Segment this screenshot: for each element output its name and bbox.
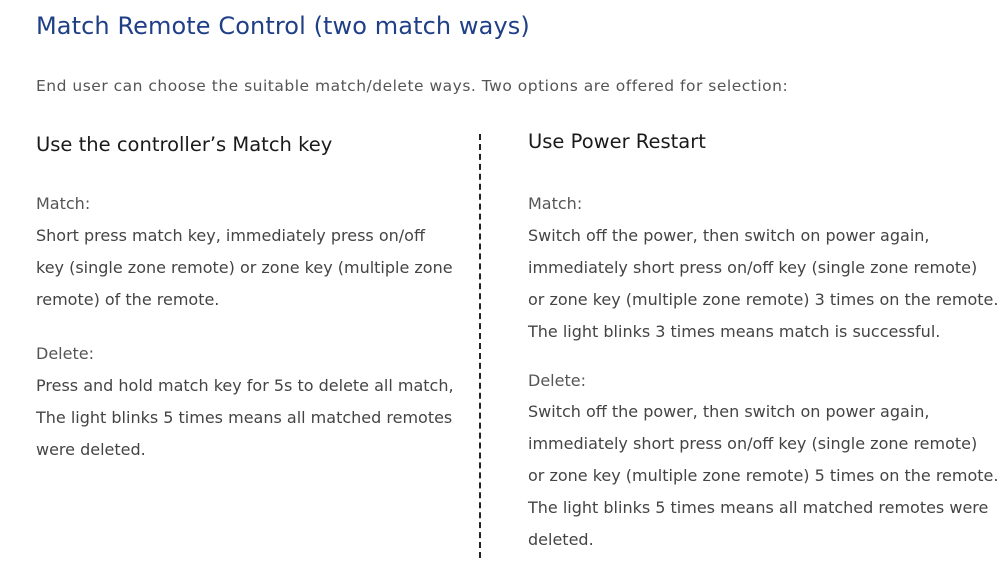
right-delete-text: [528, 396, 999, 556]
left-column: [36, 131, 491, 466]
left-match-line: Short press match key, immediately press on/off: [36, 226, 425, 245]
left-delete-line: Press and hold match key for 5s to delete all match,: [36, 376, 454, 395]
right-delete-line: deleted.: [528, 530, 594, 549]
left-delete-text: [36, 370, 491, 466]
left-delete-line: were deleted.: [36, 440, 146, 459]
right-delete-line: The light blinks 5 times means all matched remotes were: [528, 498, 989, 517]
right-match-line: immediately short press on/off key (single zone remote): [528, 258, 978, 277]
right-match-line: The light blinks 3 times means match is successful.: [528, 322, 941, 341]
right-delete-line: Switch off the power, then switch on power again,: [528, 402, 930, 421]
left-match-text: [36, 220, 491, 316]
right-column: [528, 128, 999, 556]
left-match-line: key (single zone remote) or zone key (multiple zone: [36, 258, 453, 277]
intro-text: End user can choose the suitable match/delete ways. Two options are offered for selection:: [36, 77, 789, 95]
right-match-line: or zone key (multiple zone remote) 3 times on the remote.: [528, 290, 999, 309]
left-delete-line: The light blinks 5 times means all matched remotes: [36, 408, 453, 427]
left-match-line: remote) of the remote.: [36, 290, 220, 309]
left-match-label: Match:: [36, 194, 91, 213]
left-heading: Use the controller’s Match key: [36, 133, 333, 156]
right-match-line: Switch off the power, then switch on power again,: [528, 226, 930, 245]
right-delete-line: or zone key (multiple zone remote) 5 times on the remote.: [528, 466, 999, 485]
right-delete-label: Delete:: [528, 371, 586, 390]
left-delete-label: Delete:: [36, 344, 94, 363]
right-match-text: [528, 220, 999, 348]
right-match-label: Match:: [528, 194, 583, 213]
right-delete-line: immediately short press on/off key (single zone remote): [528, 434, 978, 453]
right-heading: Use Power Restart: [528, 130, 706, 153]
page-title: Match Remote Control (two match ways): [36, 12, 530, 40]
